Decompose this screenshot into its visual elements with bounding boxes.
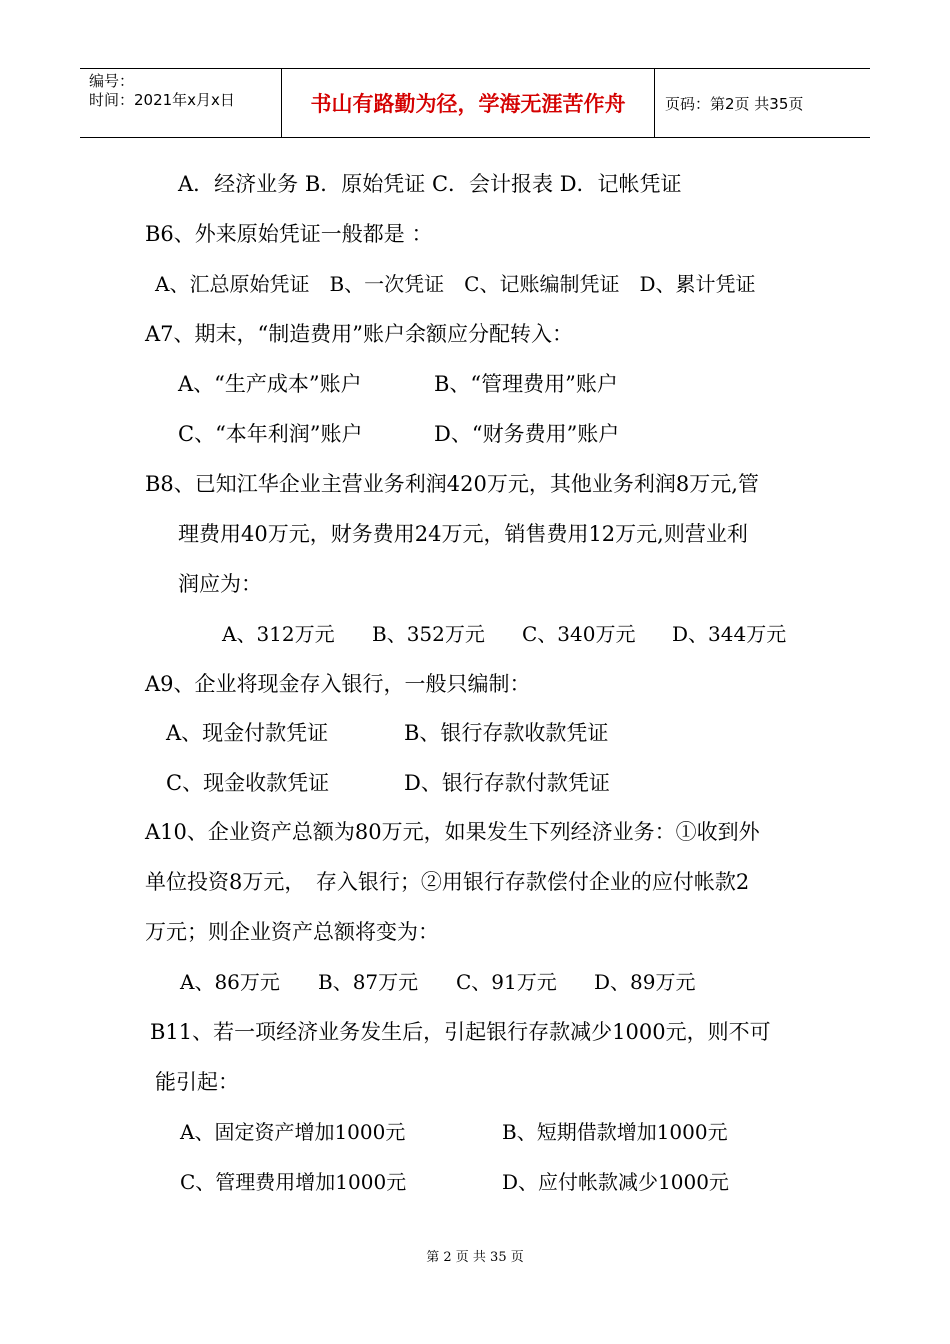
question-9-options-row-1 [166,719,806,747]
question-11-options-row-2 [180,1168,800,1196]
question-7-option-b: B、“管理费用”账户 [434,372,618,396]
question-9-options-row-2 [166,769,806,797]
question-6-stem: B6、外来原始凭证一般都是 ： [145,222,433,246]
question-11-stem-line-1: B11、若一项经济业务发生后，引起银行存款减少1000元，则不可 [150,1020,771,1044]
question-9-option-a: A、现金付款凭证 [166,721,329,745]
question-7-option-a: A、“生产成本”账户 [178,372,362,396]
question-8-option-d: D、344万元 [672,622,787,646]
question-10-options [180,968,780,996]
question-9-stem: A9、企业将现金存入银行，一般只编制： [145,672,531,696]
question-7-options-row-1 [178,370,818,398]
question-8-stem-line-1: B8、已知江华企业主营业务利润420万元，其他业务利润8万元,管 [145,472,759,496]
question-11-option-c: C、管理费用增加1000元 [180,1170,407,1194]
question-8-option-a: A、312万元 [222,622,335,646]
header-page-info: 页码：第2页 共35页 [665,94,804,113]
question-11-option-d: D、应付帐款减少1000元 [502,1170,729,1194]
question-10-option-a: A、86万元 [180,970,280,994]
question-8-options [222,620,822,648]
number-label: 编号： [89,72,135,90]
question-8-stem-line-2: 理费用40万元，财务费用24万元，销售费用12万元,则营业利 [178,522,748,546]
header-meta-cell [80,69,282,137]
question-10-stem-line-1: A10、企业资产总额为80万元，如果发生下列经济业务：①收到外 [145,820,760,844]
question-9-option-c: C、现金收款凭证 [166,771,330,795]
question-7-stem: A7、期末，“制造费用”账户余额应分配转入： [145,322,573,346]
question-11-options-row-1 [180,1118,800,1146]
question-7-option-c: C、“本年利润”账户 [178,422,363,446]
header-motto: 书山有路勤为径，学海无涯苦作舟 [282,69,655,137]
header-table [80,68,870,138]
page-footer: 第 2 页 共 35 页 [426,1250,524,1265]
question-7-options-row-2 [178,420,818,448]
question-9-option-b: B、银行存款收款凭证 [404,721,609,745]
time-label: 时间：2021年x月x日 [89,91,235,109]
question-8-stem-line-3: 润应为： [178,572,262,596]
question-10-option-d: D、89万元 [594,970,696,994]
question-10-stem-line-3: 万元；则企业资产总额将变为： [145,920,439,944]
question-10-option-b: B、87万元 [318,970,419,994]
question-11-stem-line-2: 能引起： [155,1070,239,1094]
question-11-option-b: B、短期借款增加1000元 [502,1120,728,1144]
question-9-option-d: D、银行存款付款凭证 [404,771,610,795]
question-7-option-d: D、“财务费用”账户 [434,422,620,446]
question-8-option-b: B、352万元 [372,622,485,646]
question-10-stem-line-2: 单位投资8万元， 存入银行；②用银行存款偿付企业的应付帐款2 [145,870,750,894]
question-options-line: A．经济业务 B．原始凭证 C．会计报表 D．记帐凭证 [178,172,682,196]
question-10-option-c: C、91万元 [456,970,557,994]
question-8-option-c: C、340万元 [522,622,636,646]
question-11-option-a: A、固定资产增加1000元 [180,1120,406,1144]
question-6-options: A、汇总原始凭证 B、一次凭证 C、记账编制凭证 D、累计凭证 [155,272,756,296]
